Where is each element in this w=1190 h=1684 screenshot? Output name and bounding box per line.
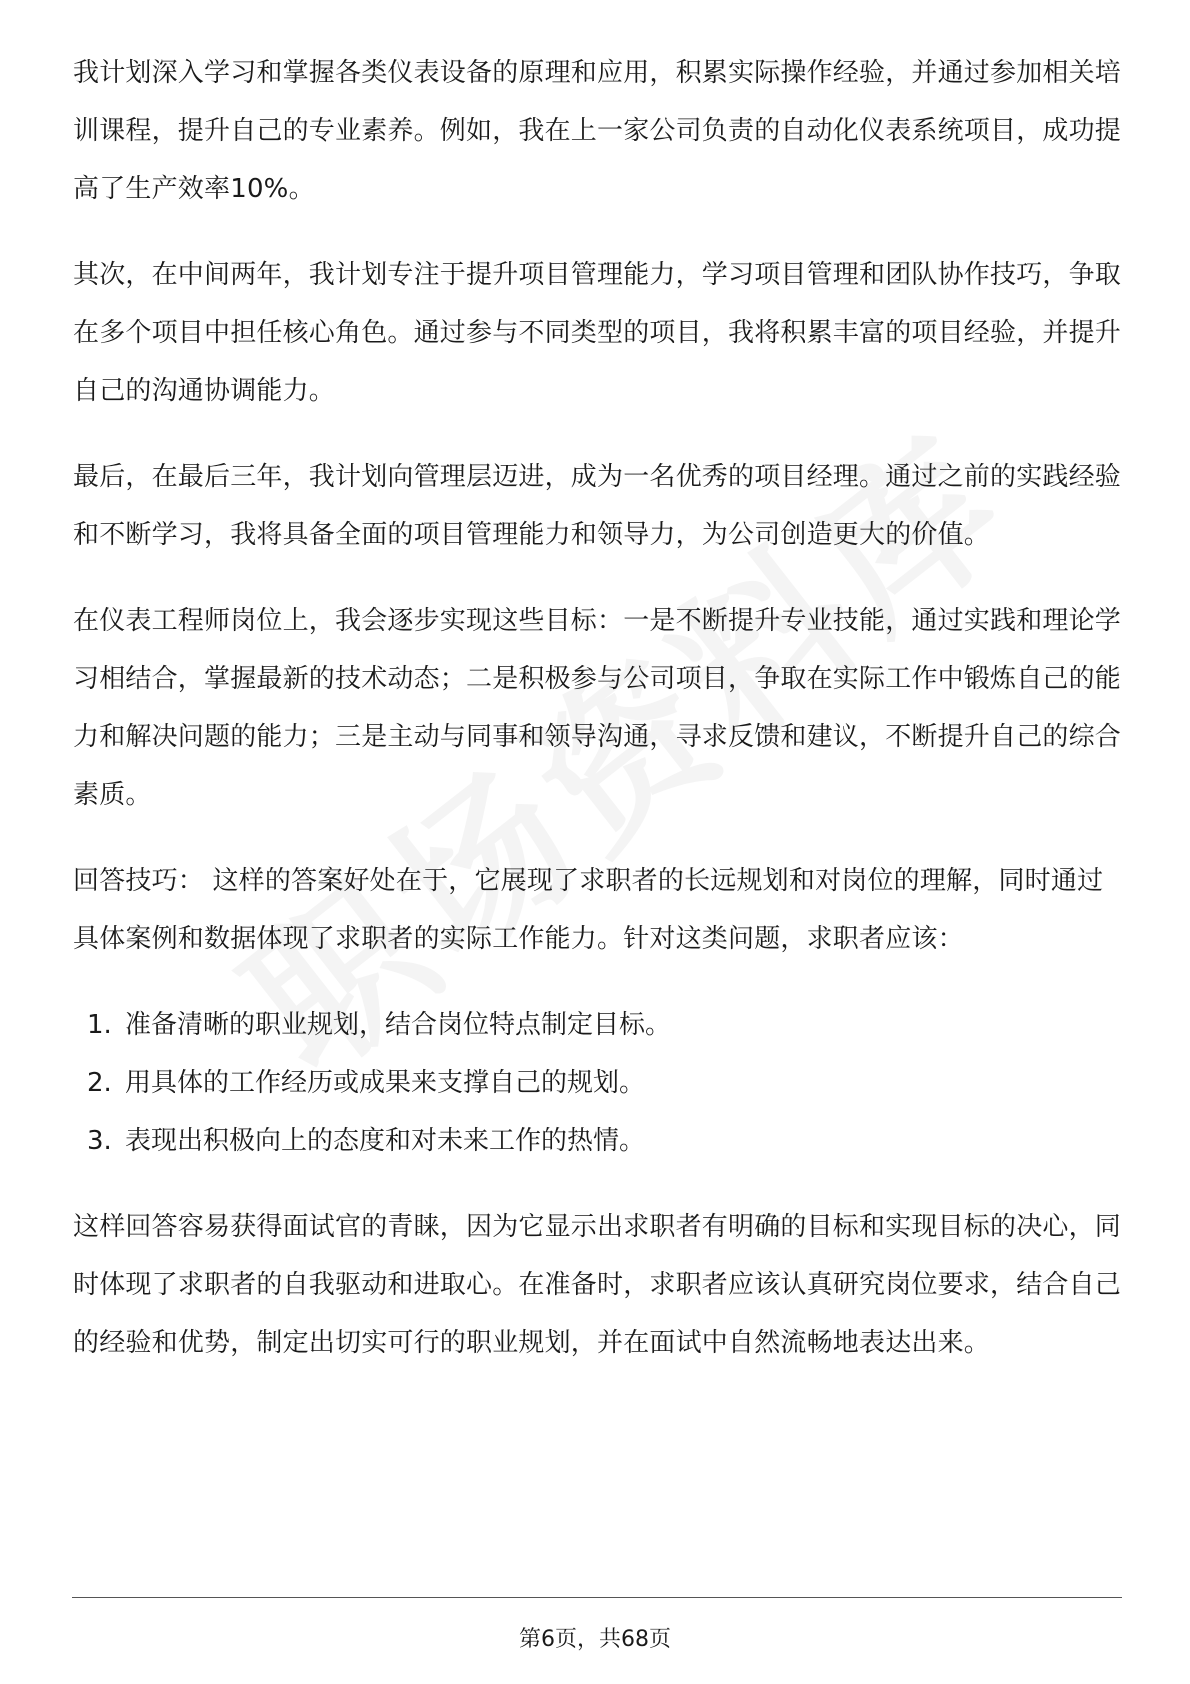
list-item (73, 1112, 1123, 1170)
list-item (73, 996, 1123, 1054)
paragraph-5: 回答技巧： 这样的答案好处在于，它展现了求职者的长远规划和对岗位的理解，同时通过具体案例和数据体现了求职者的实际工作能力。针对这类问题，求职者应该： (73, 866, 1104, 954)
list-item-number: 1. (87, 1010, 112, 1040)
footer-divider (72, 1597, 1122, 1598)
paragraph-6: 这样回答容易获得面试官的青睐，因为它显示出求职者有明确的目标和实现目标的决心，同时体现了求职者的自我驱动和进取心。在准备时，求职者应该认真研究岗位要求，结合自己的经验和优势，制定出切实可行的职业规划，并在面试中自然流畅地表达出来。 (73, 1212, 1122, 1358)
list-item-number: 3. (87, 1126, 112, 1156)
paragraph-4: 在仪表工程师岗位上，我会逐步实现这些目标：一是不断提升专业技能，通过实践和理论学习相结合，掌握最新的技术动态；二是积极参与公司项目，争取在实际工作中锻炼自己的能力和解决问题的能力；三是主动与同事和领导沟通，寻求反馈和建议，不断提升自己的综合素质。 (73, 606, 1122, 810)
paragraph-3: 最后，在最后三年，我计划向管理层迈进，成为一名优秀的项目经理。通过之前的实践经验和不断学习，我将具备全面的项目管理能力和领导力，为公司创造更大的价值。 (73, 462, 1122, 550)
paragraph-1: 我计划深入学习和掌握各类仪表设备的原理和应用，积累实际操作经验，并通过参加相关培训课程，提升自己的专业素养。例如，我在上一家公司负责的自动化仪表系统项目，成功提高了生产效率10%。 (73, 58, 1122, 204)
list-item-text: 用具体的工作经历或成果来支撑自己的规划。 (125, 1068, 646, 1098)
tips-list (73, 996, 1123, 1170)
list-item-text: 准备清晰的职业规划，结合岗位特点制定目标。 (125, 1010, 672, 1040)
document-body (73, 44, 1123, 1400)
page-number: 第6页，共68页 (519, 1627, 671, 1652)
list-item-number: 2. (87, 1068, 112, 1098)
list-item (73, 1054, 1123, 1112)
list-item-text: 表现出积极向上的态度和对未来工作的热情。 (125, 1126, 646, 1156)
paragraph-2: 其次，在中间两年，我计划专注于提升项目管理能力，学习项目管理和团队协作技巧，争取在多个项目中担任核心角色。通过参与不同类型的项目，我将积累丰富的项目经验，并提升自己的沟通协调能力。 (73, 260, 1122, 406)
